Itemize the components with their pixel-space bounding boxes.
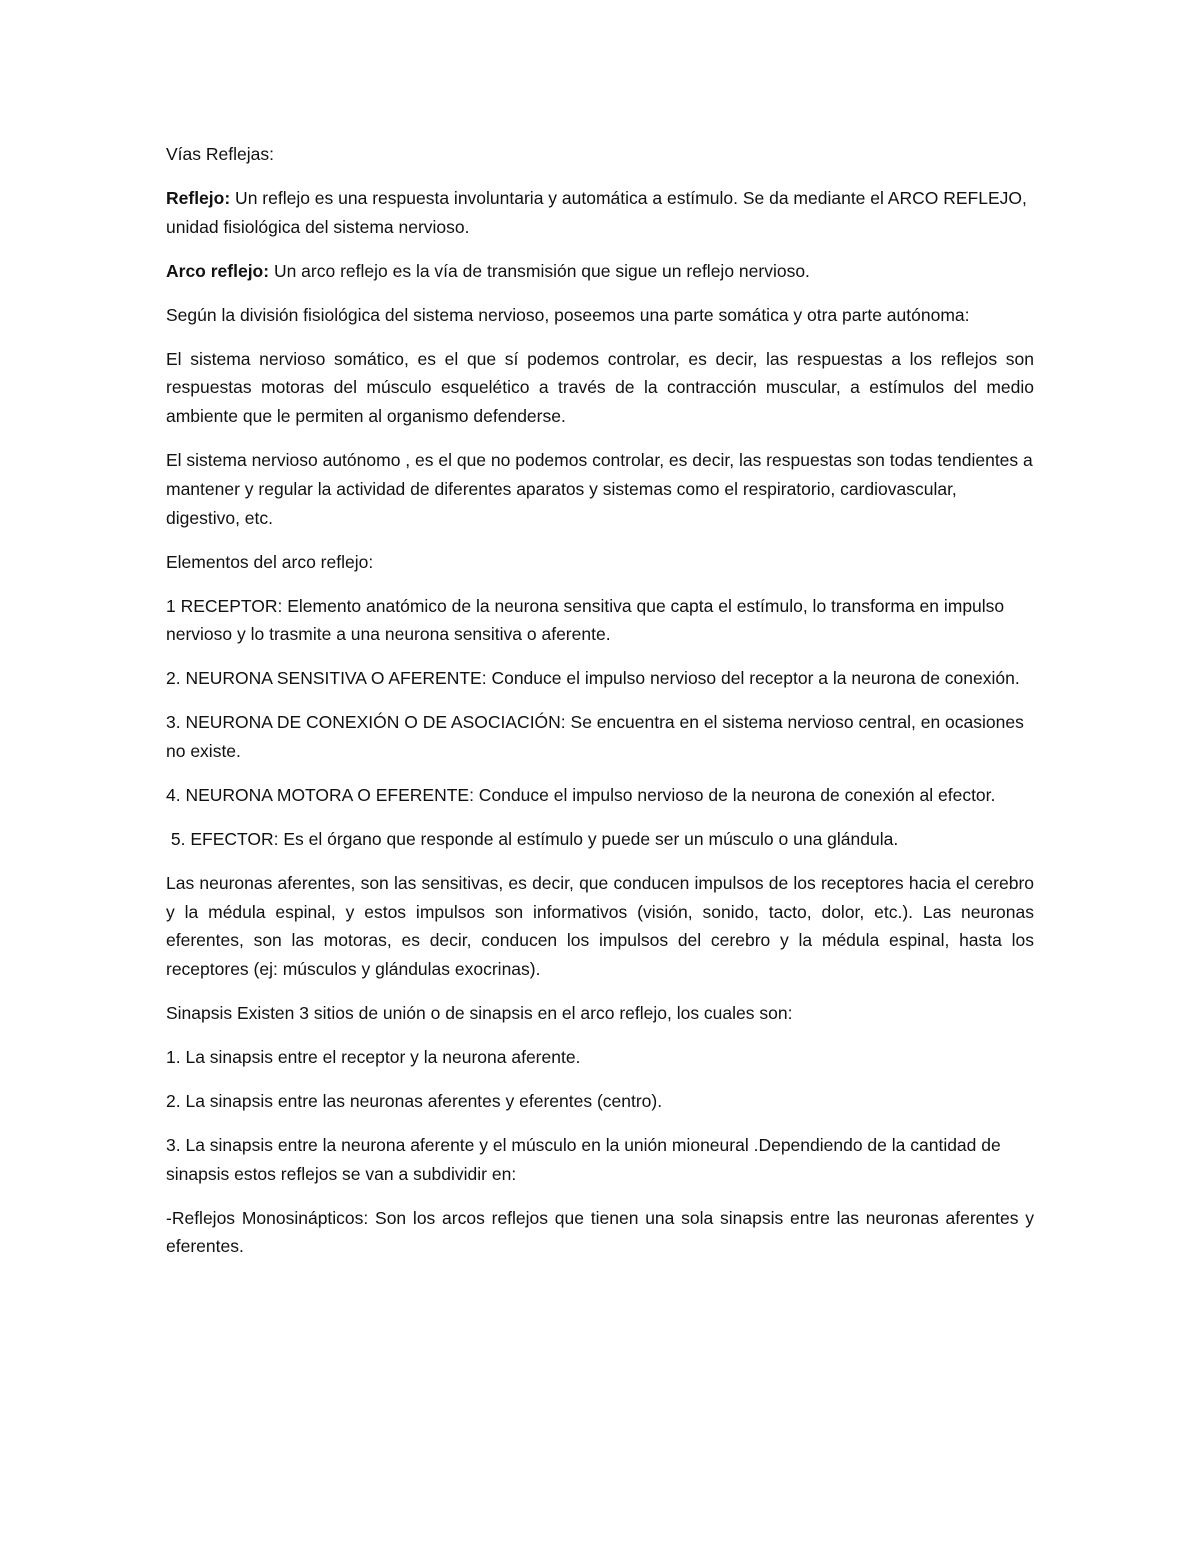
element-description: Se encuentra en el sistema nervioso central, en ocasiones no existe. [166,712,1024,761]
element-description: Es el órgano que responde al estímulo y puede ser un músculo o una glándula. [278,828,899,849]
element-item-neurona-motora [166,781,1034,810]
paragraph-monosinapticos: -Reflejos Monosinápticos: Son los arcos reflejos que tienen una sola sinapsis entre las neuronas aferentes y eferentes. [166,1207,1034,1257]
paragraph-division: Según la división fisiológica del sistema nervioso, poseemos una parte somática y otra parte autónoma: [166,304,970,325]
sinapsis-item: 1. La sinapsis entre el receptor y la neurona aferente. [166,1047,581,1068]
paragraph-arco-reflejo [166,257,1034,286]
element-description: Conduce el impulso nervioso de la neurona de conexión al efector. [473,784,996,805]
element-item-neurona-sensitiva [166,664,1034,693]
element-description: Conduce el impulso nervioso del receptor a la neurona de conexión. [486,668,1020,689]
paragraph-neuronas: Las neuronas aferentes, son las sensitivas, es decir, que conducen impulsos de los receptores hacia el cerebro y la médula espinal, y estos impulsos son informativos (visión, sonido, tacto, dolor, etc.). Las neuronas eferentes, son las motoras, es decir, conducen los impulsos del cerebro y la médula espinal, hasta los receptores (ej: músculos y glándulas exocrinas). [166,872,1034,980]
term-arco-reflejo: Arco reflejo: [166,260,270,281]
document-body [166,140,1034,1276]
paragraph-reflejo [166,184,1034,241]
paragraph-sinapsis-intro: Sinapsis Existen 3 sitios de unión o de sinapsis en el arco reflejo, los cuales son: [166,1003,793,1024]
element-label: 1 RECEPTOR: [166,595,283,616]
element-label: 5. EFECTOR: [170,828,279,849]
definition-arco-reflejo: Un arco reflejo es la vía de transmisión que sigue un reflejo nervioso. [269,260,810,281]
paragraph-autonomo: El sistema nervioso autónomo , es el que no podemos controlar, es decir, las respuestas son todas tendientes a mantener y regular la actividad de diferentes aparatos y sistemas como el respiratorio, cardiovascular, digestivo, etc. [166,450,1033,528]
sinapsis-item: 2. La sinapsis entre las neuronas aferentes y eferentes (centro). [166,1091,663,1112]
sinapsis-item: 3. La sinapsis entre la neurona aferente y el músculo en la unión mioneural .Dependiendo de la cantidad de sinapsis estos reflejos se van a subdividir en: [166,1135,1001,1184]
element-label: 4. NEURONA MOTORA O EFERENTE: [166,784,474,805]
element-description: Elemento anatómico de la neurona sensitiva que capta el estímulo, lo transforma en impulso nervioso y lo trasmite a una neurona sensitiva o aferente. [166,595,1005,645]
element-label: 3. NEURONA DE CONEXIÓN O DE ASOCIACIÓN: [166,712,566,733]
element-item-neurona-conexion [166,708,1034,765]
definition-reflejo: Un reflejo es una respuesta involuntaria y automática a estímulo. Se da mediante el ARCO REFLEJO, unidad fisiológica del sistema nervioso. [166,188,1027,237]
document-title: Vías Reflejas: [166,144,274,164]
paragraph-somatico: El sistema nervioso somático, es el que sí podemos controlar, es decir, las respuestas a los reflejos son respuestas motoras del músculo esquelético a través de la contracción muscular, a estímulos del medio ambiente que le permiten al organismo defenderse. [166,348,1034,427]
term-reflejo: Reflejo: [166,188,231,208]
elements-heading: Elementos del arco reflejo: [166,551,374,572]
element-item-receptor [166,592,1034,649]
element-label: 2. NEURONA SENSITIVA O AFERENTE: [166,668,487,689]
element-item-efector [166,825,1034,854]
